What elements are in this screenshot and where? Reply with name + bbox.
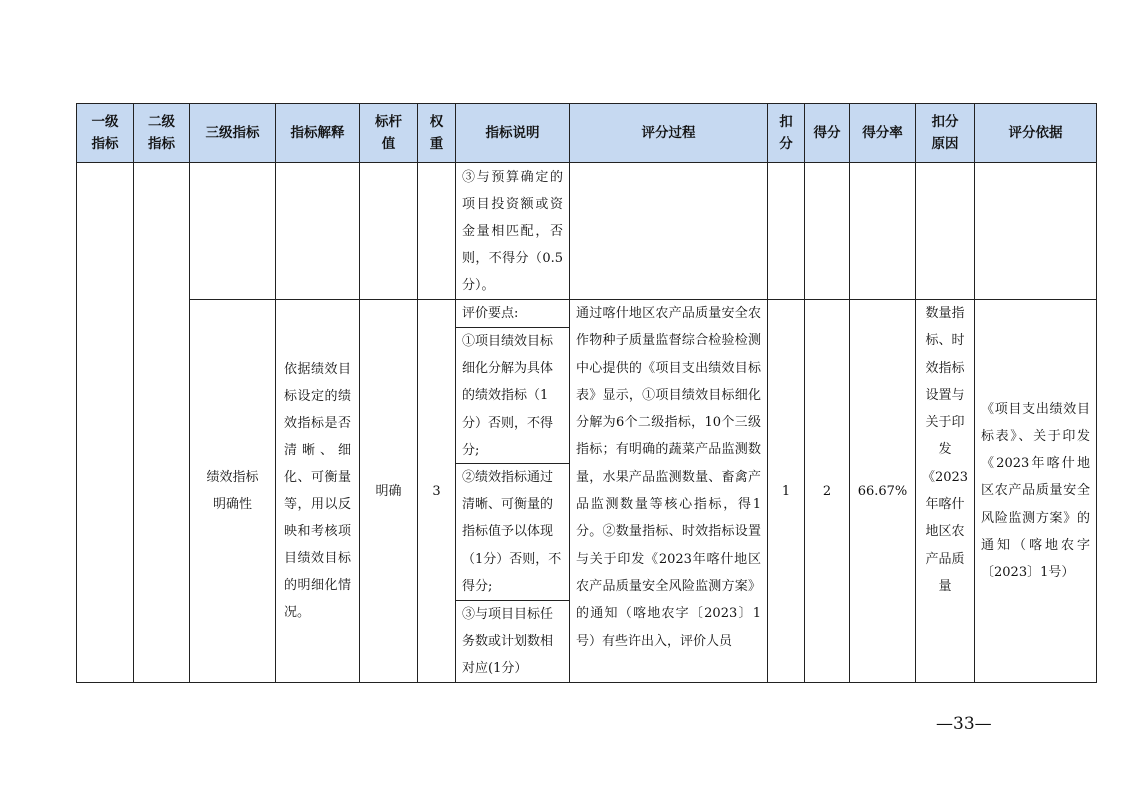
header-basis: 评分依据	[975, 104, 1097, 163]
table-row	[77, 300, 1097, 683]
level1-cell	[77, 163, 134, 683]
weight-cell: 3	[418, 300, 456, 683]
header-score: 得分	[805, 104, 850, 163]
explanation-cell	[276, 163, 360, 300]
table-row	[77, 163, 1097, 300]
reason-cell: 数量指标、时效指标设置与关于印发《2023年喀什地区农产品质量	[916, 300, 975, 683]
header-process: 评分过程	[570, 104, 768, 163]
header-level3: 三级指标	[190, 104, 276, 163]
header-rate: 得分率	[850, 104, 916, 163]
note-item: ②绩效指标通过清晰、可衡量的指标值予以体现（1分）否则，不得分;	[456, 464, 569, 601]
rate-cell	[850, 163, 916, 300]
basis-cell	[975, 163, 1097, 300]
score-cell	[805, 163, 850, 300]
evaluation-table	[76, 103, 1097, 683]
deduct-cell: 1	[768, 300, 805, 683]
reason-cell	[916, 163, 975, 300]
header-indicator-note: 指标说明	[456, 104, 570, 163]
basis-cell: 《项目支出绩效目标表》、关于印发《2023年喀什地区农产品质量安全风险监测方案》的通知（喀地农字〔2023〕1号）	[975, 300, 1097, 683]
indicator-note-cell	[456, 300, 570, 683]
level3-cell: 绩效指标明确性	[190, 300, 276, 683]
indicator-note-cell: ③与预算确定的项目投资额或资金量相匹配，否则，不得分（0.5分）。	[456, 163, 570, 300]
score-cell: 2	[805, 300, 850, 683]
process-cell	[570, 163, 768, 300]
explanation-cell: 依据绩效目标设定的绩效指标是否清晰、细化、可衡量等，用以反映和考核项目绩效目标的明细化情况。	[276, 300, 360, 683]
header-deduct: 扣 分	[768, 104, 805, 163]
header-weight: 权 重	[418, 104, 456, 163]
process-cell: 通过喀什地区农产品质量安全农作物种子质量监督综合检验检测中心提供的《项目支出绩效目标表》显示，①项目绩效目标细化分解为6个二级指标，10个三级指标；有明确的蔬菜产品监测数量，水果产品监测数量、畜禽产品监测数量等核心指标，得1分。②数量指标、时效指标设置与关于印发《2023年喀什地区农产品质量安全风险监测方案》的通知（喀地农字〔2023〕1号）有些许出入，评价人员	[570, 300, 768, 683]
header-level2: 二级 指标	[134, 104, 190, 163]
note-item: 评价要点:	[456, 300, 569, 328]
level2-cell	[134, 163, 190, 683]
level3-cell	[190, 163, 276, 300]
header-benchmark: 标杆 值	[360, 104, 418, 163]
header-explanation: 指标解释	[276, 104, 360, 163]
benchmark-cell: 明确	[360, 300, 418, 683]
weight-cell	[418, 163, 456, 300]
note-item: ③与项目目标任务数或计划数相对应(1分）	[462, 607, 554, 677]
note-item: ①项目绩效目标细化分解为具体的绩效指标（1分）否则，不得分;	[456, 328, 569, 464]
benchmark-cell	[360, 163, 418, 300]
header-reason: 扣分 原因	[916, 104, 975, 163]
header-row	[77, 104, 1097, 163]
deduct-cell	[768, 163, 805, 300]
rate-cell: 66.67%	[850, 300, 916, 683]
header-level1: 一级 指标	[77, 104, 134, 163]
page-number: —33—	[936, 714, 992, 734]
